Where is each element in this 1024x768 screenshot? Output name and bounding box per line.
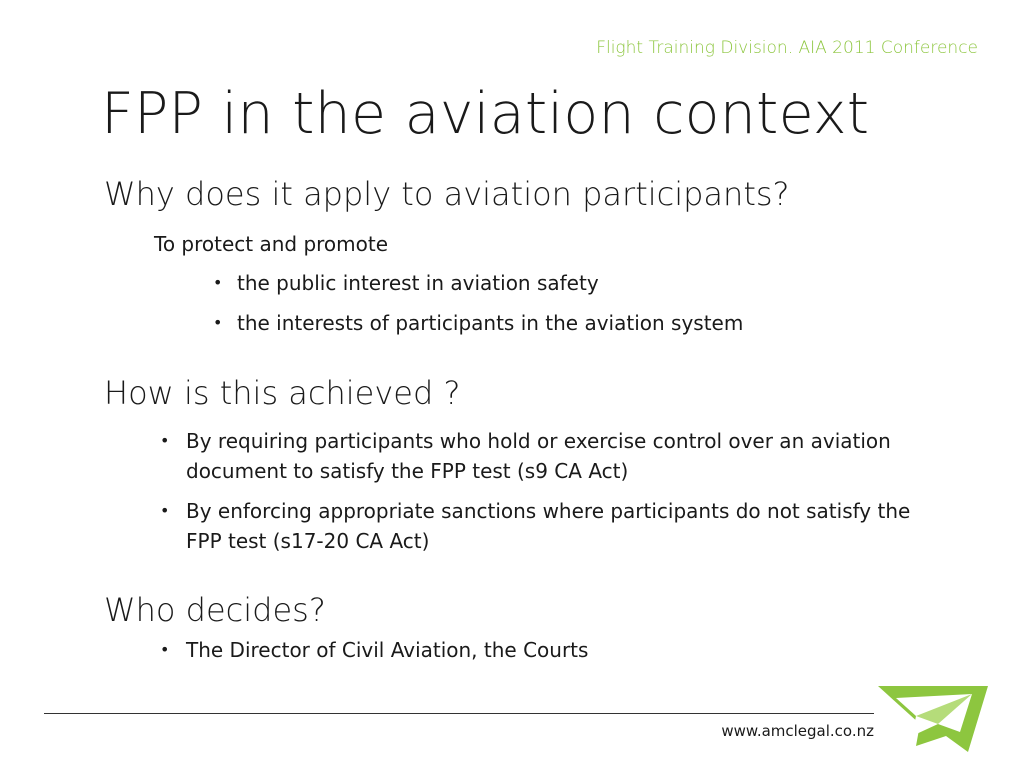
bullet-text: The Director of Civil Aviation, the Courts <box>186 638 589 662</box>
footer-url: www.amclegal.co.nz <box>721 722 874 740</box>
bullet-text: the interests of participants in the aviation system <box>237 311 744 335</box>
bullet-icon: • <box>160 501 170 520</box>
footer-divider <box>44 713 874 714</box>
section-heading-who: Who decides? <box>104 591 326 629</box>
section-heading-how: How is this achieved ? <box>104 374 461 412</box>
list-item <box>160 635 920 665</box>
bullet-text: the public interest in aviation safety <box>237 271 599 295</box>
bullet-text: By requiring participants who hold or exercise control over an aviation document to satisfy the FPP test (s9 CA Act) <box>186 429 891 483</box>
section-heading-why: Why does it apply to aviation participants? <box>104 175 790 213</box>
slide-title: FPP in the aviation context <box>101 81 870 147</box>
list-item <box>160 496 920 556</box>
list-item <box>213 268 913 298</box>
paper-plane-logo-icon <box>876 684 990 754</box>
conference-label: Flight Training Division. AIA 2011 Conference <box>596 38 978 58</box>
bullet-text: By enforcing appropriate sanctions where participants do not satisfy the FPP test (s17-20 CA Act) <box>186 499 911 553</box>
bullet-icon: • <box>213 273 223 292</box>
bullet-icon: • <box>213 313 223 332</box>
intro-line: To protect and promote <box>154 232 389 256</box>
bullet-icon: • <box>160 640 170 659</box>
bullet-icon: • <box>160 431 170 450</box>
list-item <box>213 308 913 338</box>
list-item <box>160 426 920 486</box>
